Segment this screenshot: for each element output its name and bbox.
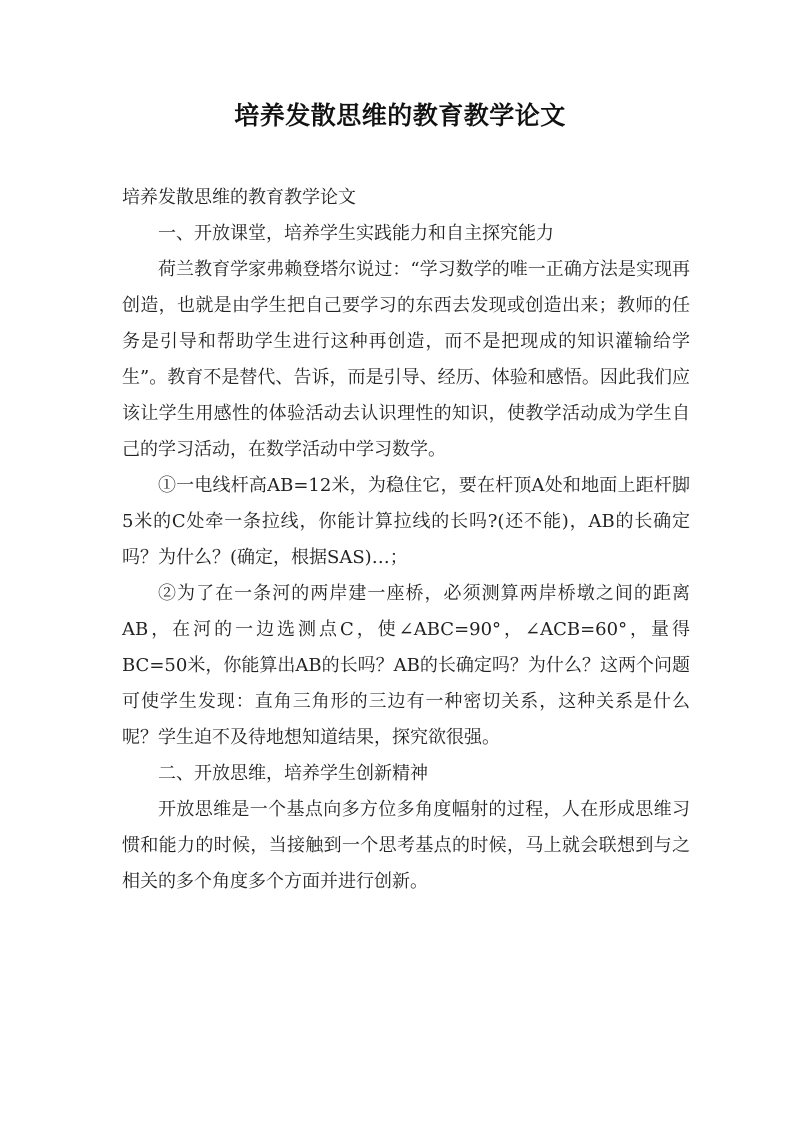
paragraph-section-heading-1: 一、开放课堂，培养学生实践能力和自主探究能力 <box>158 223 554 244</box>
paragraph-section-heading-2: 二、开放思维，培养学生创新精神 <box>158 763 428 784</box>
page-title: 培养发散思维的教育教学论文 <box>234 101 566 130</box>
paragraph-freudenthal-quote: 荷兰教育学家弗赖登塔尔说过：“学习数学的唯一正确方法是实现再创造，也就是由学生把自己要学习的东西去发现或创造出来；教师的任务是引导和帮助学生进行这种再创造，而不是把现成的知识灌输给学生”。教育不是替代、告诉，而是引导、经历、体验和感悟。因此我们应该让学生用感性的体验活动去认识理性的知识，使教学活动成为学生自己的学习活动，在数学活动中学习数学。 <box>122 259 690 460</box>
document-body <box>122 180 690 900</box>
paragraph-example-1: ①一电线杆高AB=12米，为稳住它，要在杆顶A处和地面上距杆脚5米的C处牵一条拉线，你能计算拉线的长吗?(还不能)，AB的长确定吗？为什么？(确定，根据SAS)…； <box>122 475 690 568</box>
paragraph-doc-heading: 培养发散思维的教育教学论文 <box>122 187 356 208</box>
paragraph-example-2: ②为了在一条河的两岸建一座桥，必须测算两岸桥墩之间的距离AB，在河的一边选测点C，使∠ABC=90°，∠ACB=60°，量得BC=50米，你能算出AB的长吗？AB的长确定吗？为什么？这两个问题可使学生发现：直角三角形的三边有一种密切关系，这种关系是什么呢？学生迫不及待地想知道结果，探究欲很强。 <box>122 583 690 748</box>
paragraph-open-thinking: 开放思维是一个基点向多方位多角度幅射的过程，人在形成思维习惯和能力的时候，当接触到一个思考基点的时候，马上就会联想到与之相关的多个角度多个方面并进行创新。 <box>122 799 690 892</box>
